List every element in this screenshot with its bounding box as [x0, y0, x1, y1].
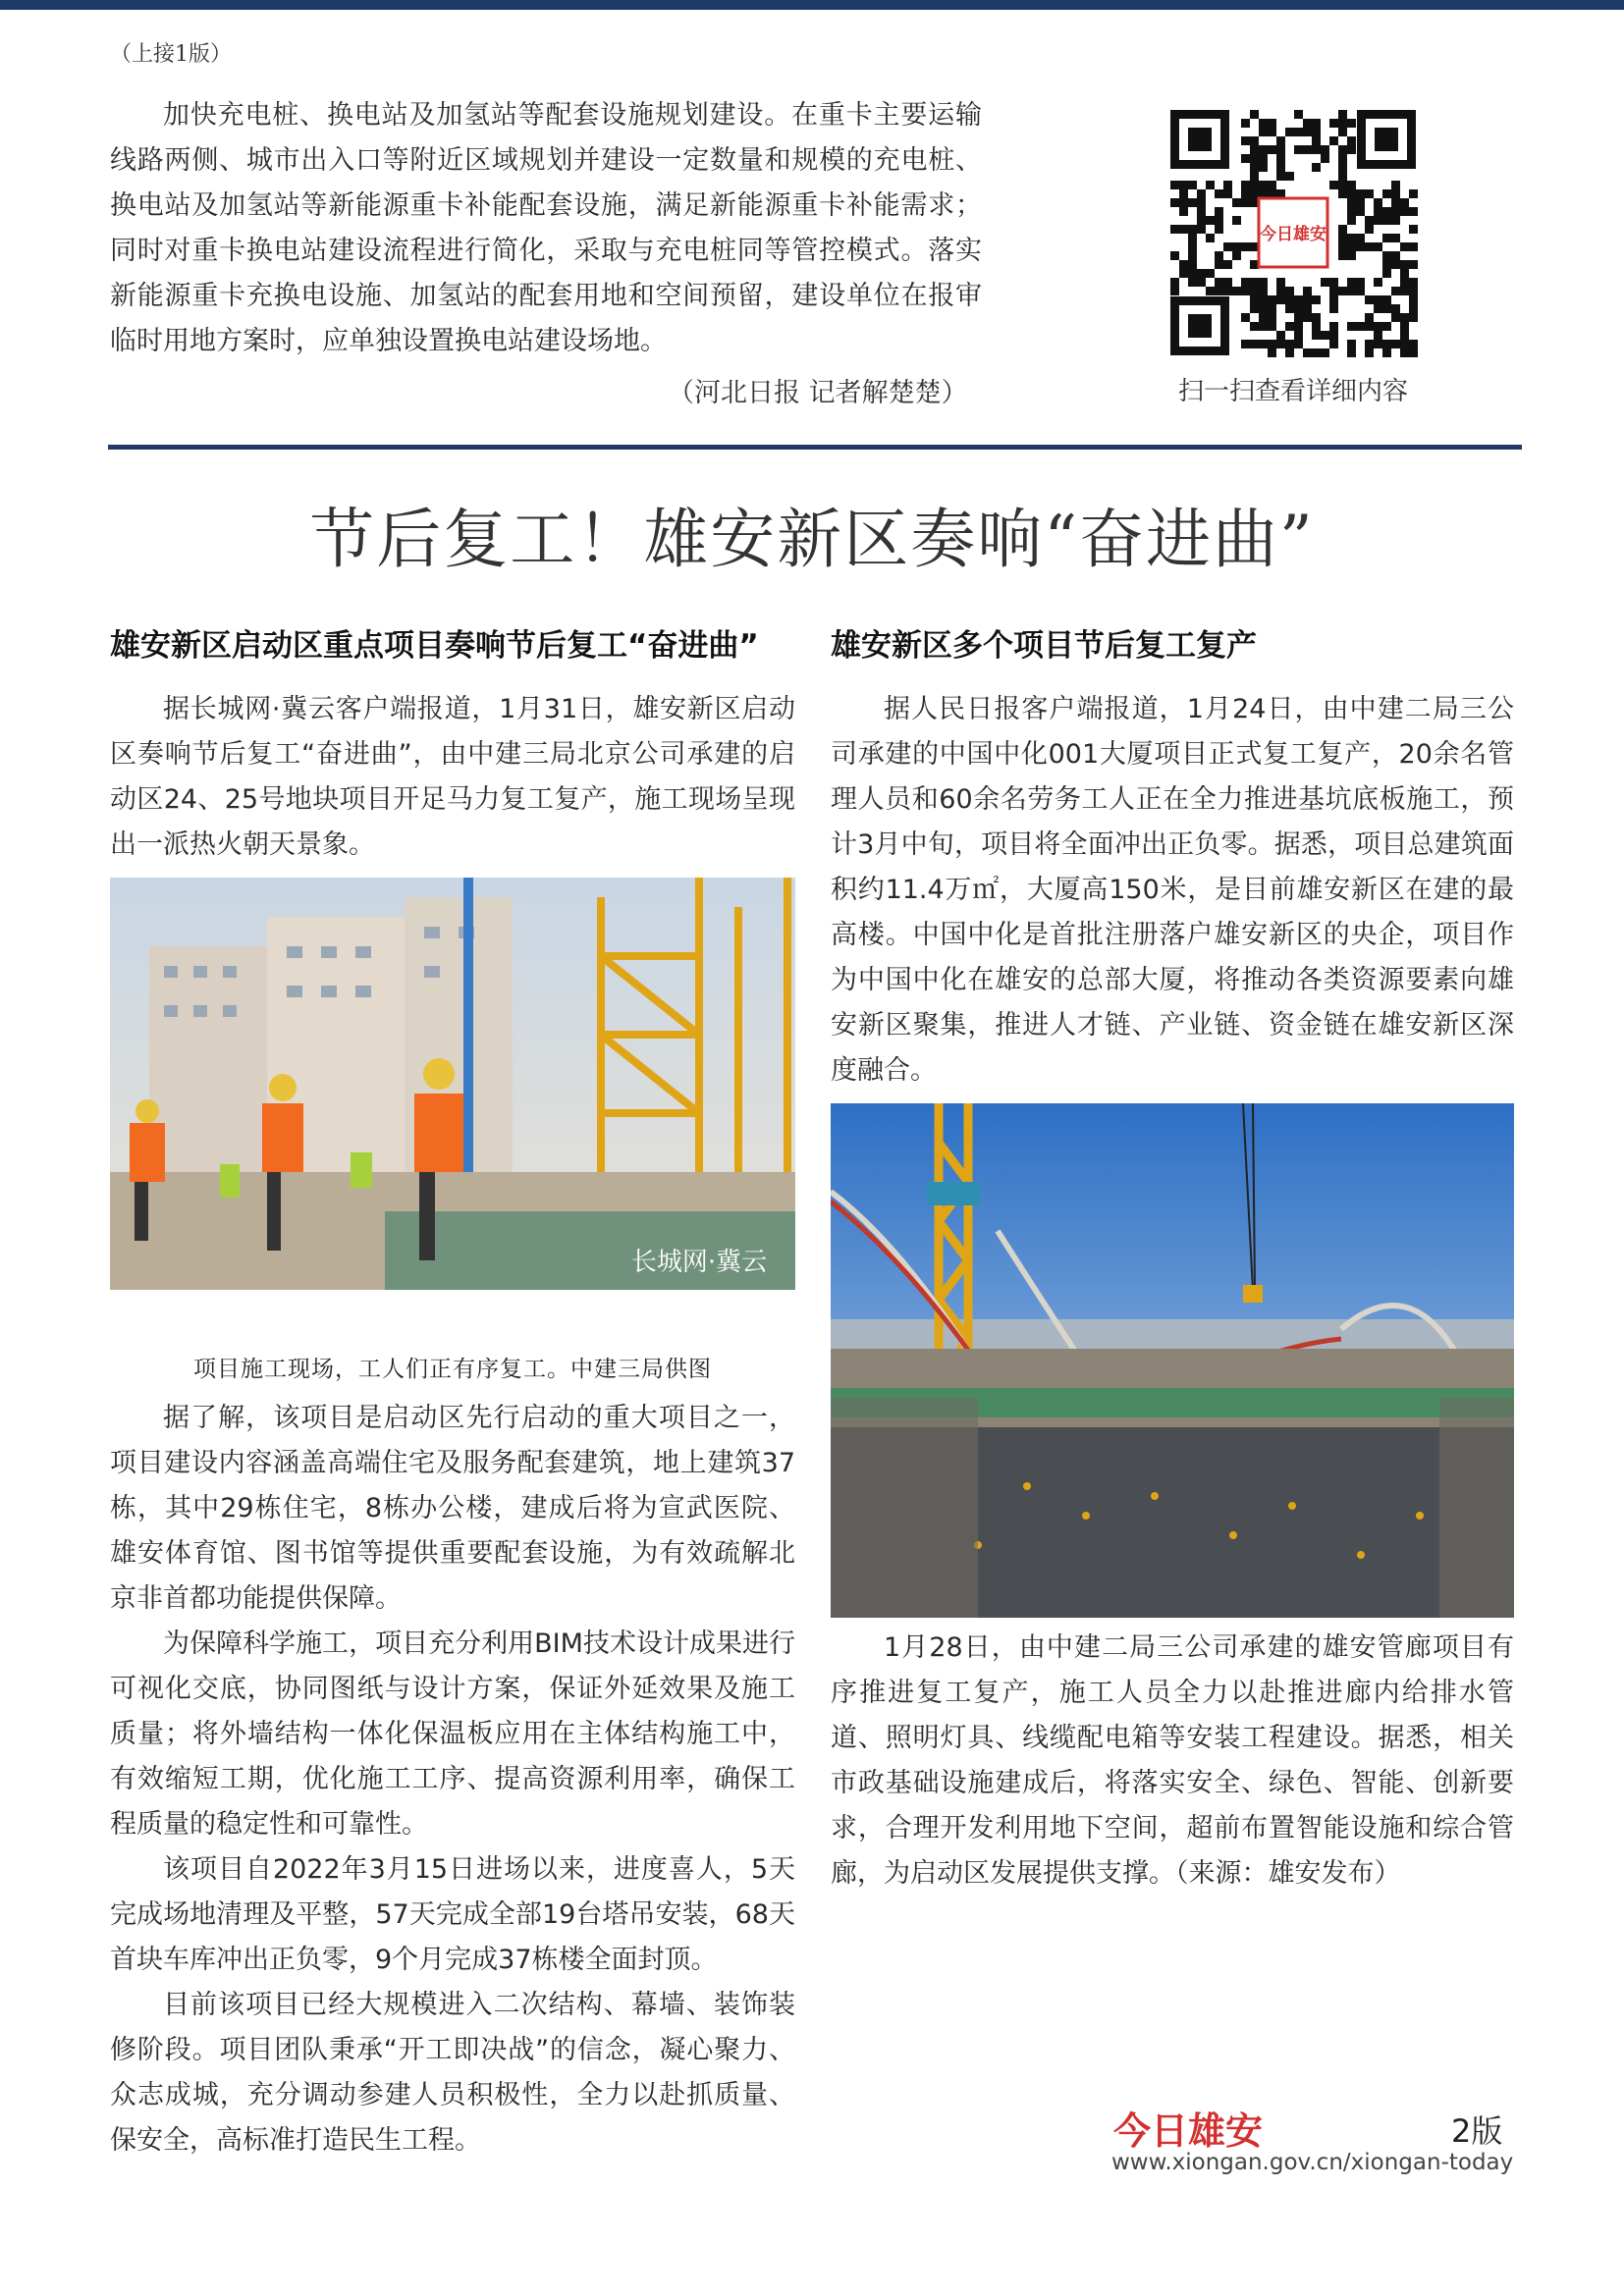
left-paragraph-1: 据长城网·冀云客户端报道，1月31日，雄安新区启动区奏响节后复工“奋进曲”，由中建三局北京公司承建的启动区24、25号地块项目开足马力复工复产，施工现场呈现出一派热火朝天景象。 — [110, 694, 795, 860]
page-headline: 节后复工！雄安新区奏响“奋进曲” — [309, 502, 1315, 577]
construction-workers-photo — [110, 878, 795, 1290]
left-paragraph-3: 为保障科学施工，项目充分利用BIM技术设计成果进行可视化交底，协同图纸与设计方案，保证外延效果及施工质量；将外墙结构一体化保温板应用在主体结构施工中，有效缩短工期，优化施工工序、提高资源利用率，确保工程质量的稳定性和可靠性。 — [110, 1629, 795, 1840]
left-paragraph-4: 该项目自2022年3月15日进场以来，进度喜人，5天完成场地清理及平整，57天完成全部19台塔吊安装，68天首块车库冲出正负零，9个月完成37栋楼全面封顶。 — [110, 1854, 795, 1975]
lead-source: （河北日报 记者解楚楚） — [668, 378, 968, 408]
lead-paragraph: 加快充电桩、换电站及加氢站等配套设施规划建设。在重卡主要运输线路两侧、城市出入口等附近区域规划并建设一定数量和规模的充电桩、换电站及加氢站等新能源重卡补能配套设施，满足新能源重卡补能需求；同时对重卡换电站建设流程进行简化，采取与充电桩同等管控模式。落实新能源重卡充换电设施、加氢站的配套用地和空间预留，建设单位在报审临时用地方案时，应单独设置换电站建设场地。 — [110, 100, 982, 356]
left-paragraph-5: 目前该项目已经大规模进入二次结构、幕墙、装饰装修阶段。项目团队秉承“开工即决战”的信念，凝心聚力、众志成城，充分调动参建人员积极性，全力以赴抓质量、保安全，高标准打造民生工程。 — [110, 1990, 795, 2156]
photo-watermark: 长城网·冀云 — [630, 1248, 768, 1277]
footer-url[interactable]: www.xiongan.gov.cn/xiongan-today — [1111, 2150, 1514, 2175]
top-color-bar — [0, 0, 1624, 10]
right-column-bottom — [831, 1626, 1514, 1896]
section-divider — [108, 445, 1522, 450]
left-column-top — [110, 687, 795, 1290]
footer-brand-logo: 今日雄安 — [1113, 2109, 1264, 2153]
right-paragraph-1: 据人民日报客户端报道，1月24日，由中建二局三公司承建的中国中化001大厦项目正式复工复产，20余名管理人员和60余名劳务工人正在全力推进基坑底板施工，预计3月中旬，项目将全面冲出正负零。据悉，项目总建筑面积约11.4万㎡，大厦高150米，是目前雄安新区在建的最高楼。中国中化是首批注册落户雄安新区的央企，项目作为中国中化在雄安的总部大厦，将推动各类资源要素向雄安新区聚集，推进人才链、产业链、资金链在雄安新区深度融合。 — [831, 694, 1514, 1086]
right-subhead: 雄安新区多个项目节后复工复产 — [831, 628, 1257, 664]
page-number: 2版 — [1451, 2112, 1503, 2150]
qr-code[interactable] — [1166, 106, 1420, 359]
left-subhead: 雄安新区启动区重点项目奏响节后复工“奋进曲” — [110, 628, 759, 664]
right-column-top — [831, 687, 1514, 1618]
left-paragraph-2: 据了解，该项目是启动区先行启动的重大项目之一，项目建设内容涵盖高端住宅及服务配套建筑，地上建筑37栋，其中29栋住宅，8栋办公楼，建成后将为宣武医院、雄安体育馆、图书馆等提供重要配套设施，为有效疏解北京非首都功能提供保障。 — [110, 1403, 795, 1614]
qr-caption: 扫一扫查看详细内容 — [1177, 377, 1408, 406]
qr-center-label: 今日雄安 — [1260, 225, 1326, 244]
continued-label: （上接1版） — [110, 42, 232, 67]
photo-caption: 项目施工现场，工人们正有序复工。中建三局供图 — [193, 1357, 712, 1382]
right-paragraph-2: 1月28日，由中建二局三公司承建的雄安管廊项目有序推进复工复产，施工人员全力以赴推进廊内给排水管道、照明灯具、线缆配电箱等安装工程建设。据悉，相关市政基础设施建成后，将落实安全、绿色、智能、创新要求，合理开发利用地下空间，超前布置智能设施和综合管廊，为启动区发展提供支撑。（来源：雄安发布） — [831, 1632, 1514, 1889]
lead-article — [110, 93, 982, 364]
construction-site-photo — [831, 1103, 1514, 1618]
left-column-bottom — [110, 1396, 795, 2163]
